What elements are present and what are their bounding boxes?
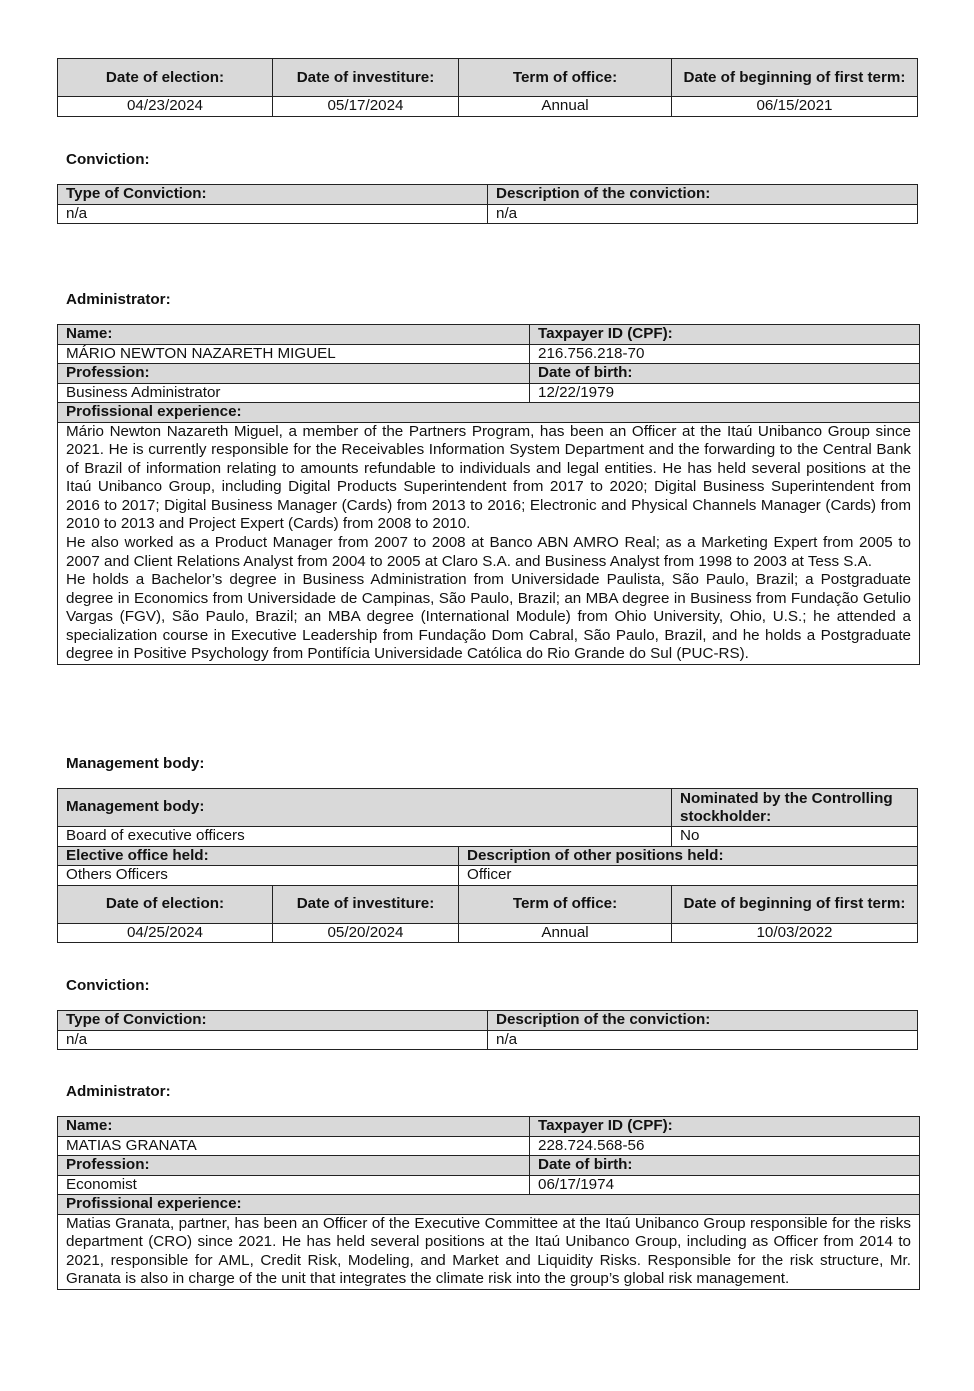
conviction-table [57,1010,918,1050]
experience-text [58,1214,920,1289]
experience-paragraph: He also worked as a Product Manager from 2007 to 2008 at Banco ABN AMRO Real; as a Marketing Expert from 2005 to 2007 and Client Relations Analyst from 2004 to 2005 at Claro S.A. and Business Analyst from 1998 to 2003 at Tess S.A. [66,534,911,570]
term-of-office-value: Annual [459,97,672,117]
first-term-date-header: Date of beginning of first term: [672,885,918,923]
first-term-date-value: 06/15/2021 [672,97,918,117]
cpf-label: Taxpayer ID (CPF): [530,325,920,345]
conviction-type-value: n/a [58,204,488,224]
term-dates-table [57,58,918,117]
name-value: MATIAS GRANATA [58,1136,530,1156]
conviction-type-header: Type of Conviction: [58,185,488,205]
dob-value: 06/17/1974 [530,1175,920,1195]
experience-text [58,422,920,664]
first-term-date-value: 10/03/2022 [672,923,918,943]
date-of-election-header: Date of election: [58,59,273,97]
management-body-label: Management body: [58,789,672,827]
nominated-label: Nominated by the Controlling stockholder: [672,789,918,827]
experience-paragraph: Mário Newton Nazareth Miguel, a member of the Partners Program, has been an Officer at the Itaú Unibanco Group since 2021. He is currently responsible for the Receivables Information System Department and the forwarding to the Central Bank of Brazil of information relating to amounts refundable to individuals and legal entities. He has held several positions at the Itaú Unibanco Group, including Digital Products Superintendent from 2017 to 2020; Digital Business Superintendent from 2016 to 2017; Digital Business Manager (Cards) from 2013 to 2016; Electronic and Physical Channels Manager (Cards) from 2010 to 2013 and Project Expert (Cards) from 2008 to 2010. [66,422,911,533]
conviction-heading: Conviction: [66,977,150,994]
conviction-table [57,184,918,224]
experience-label: Profissional experience: [58,403,920,423]
administrator-heading: Administrator: [66,1083,171,1100]
elective-office-label: Elective office held: [58,846,459,866]
profession-label: Profession: [58,1156,530,1176]
cpf-value: 228.724.568-56 [530,1136,920,1156]
first-term-date-header: Date of beginning of first term: [672,59,918,97]
name-label: Name: [58,325,530,345]
conviction-description-value: n/a [488,1030,918,1050]
management-body-heading: Management body: [66,755,205,772]
other-positions-value: Officer [459,866,918,886]
cpf-value: 216.756.218-70 [530,344,920,364]
profession-value: Economist [58,1175,530,1195]
conviction-description-value: n/a [488,204,918,224]
administrator-heading: Administrator: [66,291,171,308]
administrator-table [57,324,920,665]
term-of-office-header: Term of office: [459,59,672,97]
dob-label: Date of birth: [530,1156,920,1176]
elective-office-value: Others Officers [58,866,459,886]
dob-label: Date of birth: [530,364,920,384]
experience-paragraph: Matias Granata, partner, has been an Officer of the Executive Committee at the Itaú Unibanco Group responsible for the risks department (CRO) since 2021. He has held several positions at the Itaú Unibanco Group, including as Officer from 2014 to 2021, responsible for AML, Credit Risk, Modeling, and Market and Liquidity Risks. Responsible for the risk structure, Mr. Granata is also in charge of the unit that integrates the climate risk into the group’s global risk management. [66,1214,911,1288]
profession-label: Profession: [58,364,530,384]
other-positions-label: Description of other positions held: [459,846,918,866]
conviction-type-value: n/a [58,1030,488,1050]
experience-paragraph: He holds a Bachelor’s degree in Business Administration from Universidade Paulista, São Paulo, Brazil; a Postgraduate degree in Economics from Universidade de Campinas, São Paulo, Brazil; an MBA degree in Business from Fundação Getulio Vargas (FGV), São Paulo, Brazil; an MBA degree (International Module) from Ohio University, Ohio, U.S.; he attended a specialization course in Executive Leadership from Fundação Dom Cabral, São Paulo, Brazil, and he holds a Postgraduate degree in Positive Psychology from Pontifícia Universidade Católica do Rio Grande do Sul (PUC-RS). [66,571,911,663]
date-of-election-value: 04/23/2024 [58,97,273,117]
dob-value: 12/22/1979 [530,383,920,403]
term-of-office-header: Term of office: [459,885,672,923]
date-of-investiture-value: 05/17/2024 [273,97,459,117]
experience-label: Profissional experience: [58,1195,920,1215]
conviction-heading: Conviction: [66,151,150,168]
conviction-description-header: Description of the conviction: [488,1011,918,1031]
cpf-label: Taxpayer ID (CPF): [530,1117,920,1137]
nominated-value: No [672,827,918,847]
administrator-table [57,1116,920,1290]
profession-value: Business Administrator [58,383,530,403]
conviction-type-header: Type of Conviction: [58,1011,488,1031]
date-of-investiture-header: Date of investiture: [273,885,459,923]
name-label: Name: [58,1117,530,1137]
date-of-election-header: Date of election: [58,885,273,923]
date-of-investiture-header: Date of investiture: [273,59,459,97]
term-of-office-value: Annual [459,923,672,943]
management-body-value: Board of executive officers [58,827,672,847]
date-of-election-value: 04/25/2024 [58,923,273,943]
management-body-table [57,788,918,943]
date-of-investiture-value: 05/20/2024 [273,923,459,943]
conviction-description-header: Description of the conviction: [488,185,918,205]
name-value: MÁRIO NEWTON NAZARETH MIGUEL [58,344,530,364]
